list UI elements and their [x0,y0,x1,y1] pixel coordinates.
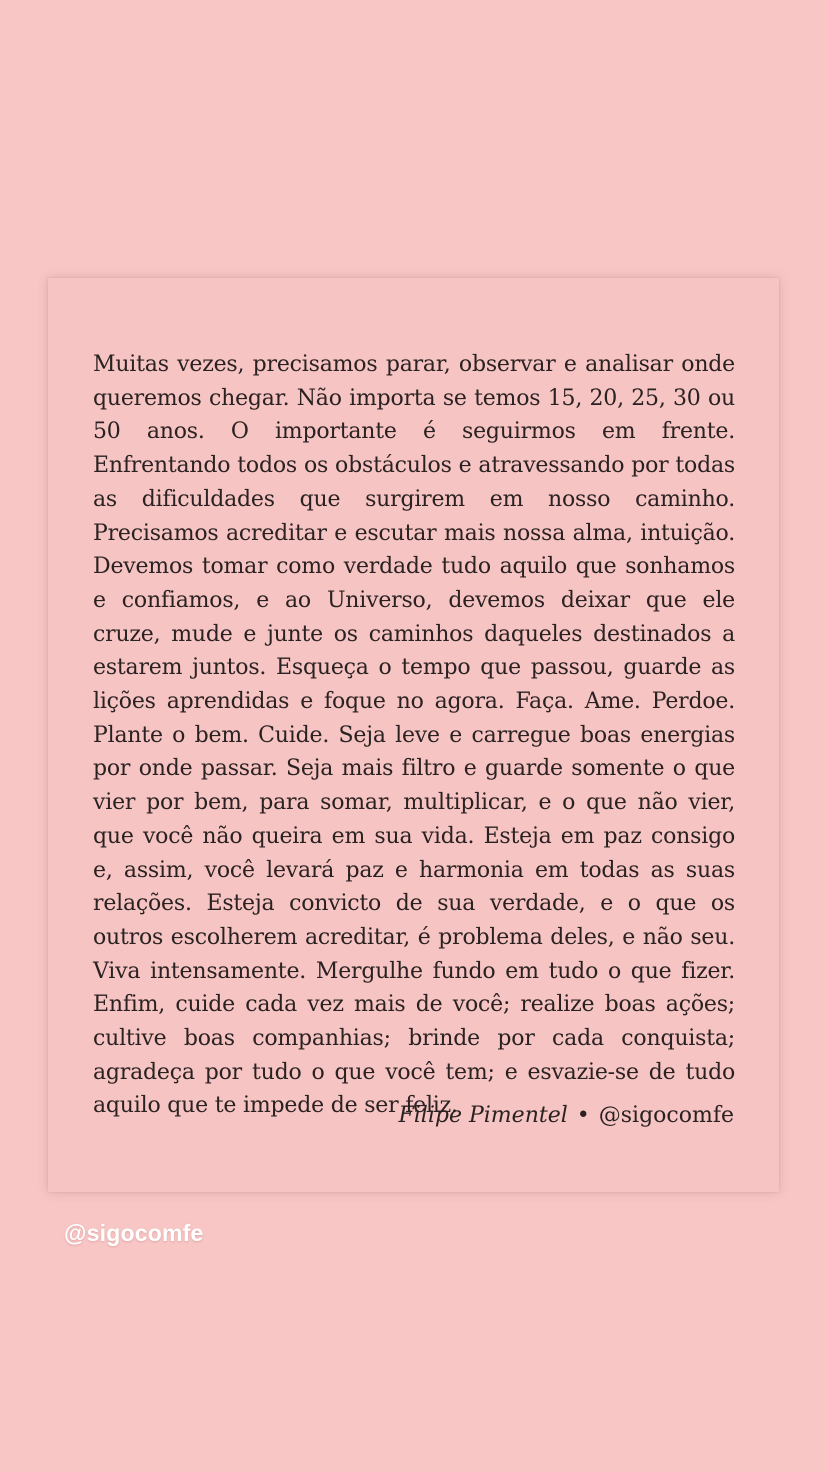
quote-text: Muitas vezes, precisamos parar, observar e analisar onde queremos chegar. Não importa se temos 15, 20, 25, 30 ou 50 anos. O importante é seguirmos em frente. Enfrentando todos os obstáculos e atravessando por todas as dificuldades que surgirem em nosso caminho. Precisamos acreditar e escutar mais nossa alma, intuição. Devemos tomar como verdade tudo aquilo que sonhamos e confiamos, e ao Universo, devemos deixar que ele cruze, mude e junte os caminhos daqueles destinados a estarem juntos. Esqueça o tempo que passou, guarde as lições aprendidas e foque no agora. Faça. Ame. Perdoe. Plante o bem. Cuide. Seja leve e carregue boas energias por onde passar. Seja mais filtro e guarde somente o que vier por bem, para somar, multiplicar, e o que não vier, que você não queira em sua vida. Esteja em paz consigo e, assim, você levará paz e harmonia em todas as suas relações. Esteja convicto de sua verdade, e o que os outros escolherem acreditar, é problema deles, e não seu. Viva intensamente. Mergulhe fundo em tudo o que fizer. Enfim, cuide cada vez mais de você; realize boas ações; cultive boas companhias; brinde por cada conquista; agradeça por tudo o que você tem; e esvazie-se de tudo aquilo que te impede de ser feliz. [93,352,735,1119]
author-name: Filipe Pimentel [398,1103,568,1128]
card-handle: @sigocomfe [598,1103,734,1128]
attribution [399,1099,735,1133]
attribution-separator: • [576,1103,590,1128]
mention-sticker[interactable]: @sigocomfe [64,1220,204,1246]
quote-card [48,278,779,1192]
